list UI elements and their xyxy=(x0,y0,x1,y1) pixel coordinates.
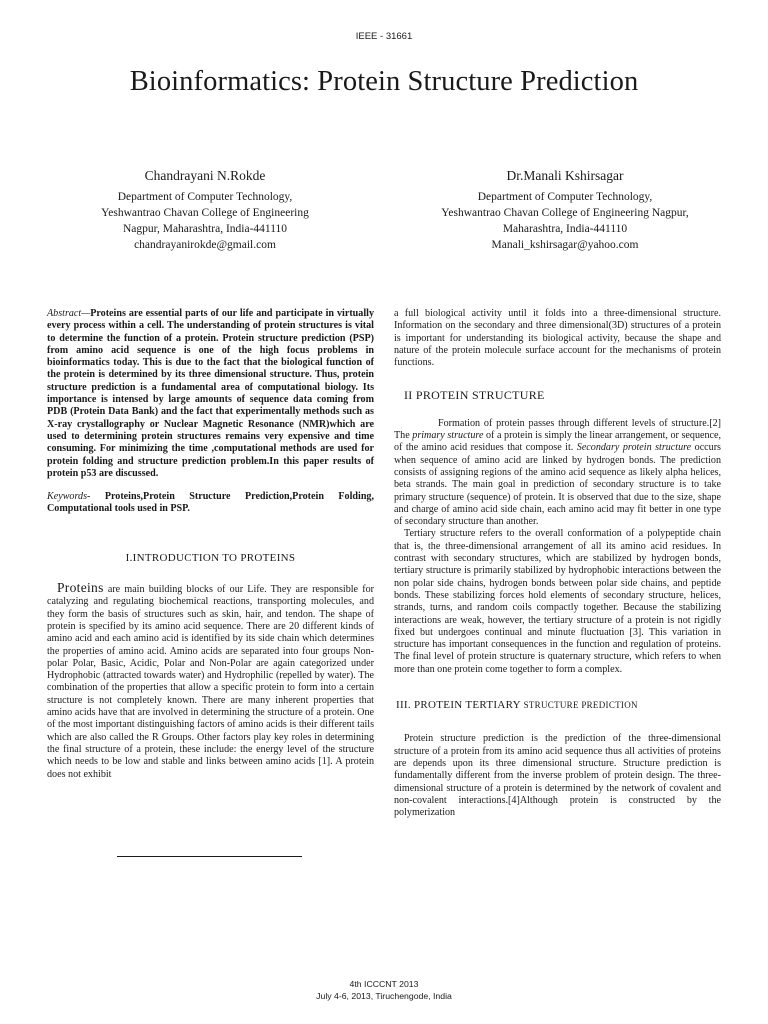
title: Bioinformatics: Protein Structure Prediction xyxy=(129,66,639,97)
footer-conference: 4th ICCCNT 2013 xyxy=(349,979,419,989)
author-email: Manali_kshirsagar@yahoo.com xyxy=(491,239,639,251)
keywords-text: Proteins,Protein Structure Prediction,Protein Folding, Computational tools used in PSP. xyxy=(47,491,374,515)
author-address: Nagpur, Maharashtra, India-441110 xyxy=(122,223,288,235)
heading-small: STRUCTURE PREDICTION xyxy=(523,700,638,711)
right-column xyxy=(394,308,721,819)
keywords xyxy=(47,491,374,516)
structure-p1-c: occurs when sequence of amino acid are linked by hydrogen bonds. The prediction consists of assigning regions of the amino acid sequence as likely alpha helices, beta strands. The main goal in prediction of secondary structure is to take primary structure (sequence) of protein. It is observed that due to the size, shape and charge of amino acid side chain, each amino acid may fit better in one type of secondary structure than another. xyxy=(394,442,721,528)
intro-text: are main building blocks of our Life. They are responsible for catalyzing and regulating biochemical reactions, transporting molecules, and they form the basis of structures such as skin, hair, and tendon. The shape of protein is specified by its amino acid sequence. There are 20 different kinds of amino acid and each amino acid is identified by its side chain which determines the properties of amino acid. Amino acids are separated into four groups Non- polar Polar, Basic, Acidic, Polar and Non-Polar are again categorized under Hydrophobic (attracted towards water) and Hydrophilic (repelled by water). The combination of the properties that allow a specific protein to form into a certain structure is not completely known. There are many inherent properties that amino acids have that are involved in determining the structure of a protein. One of the most important distinguishing factors of amino acids is their different tails which are also called the R Groups. Other factors play key roles in determining the final structure of a protein, these include: the energy level of the structure which needs to be low and stable and links between amino acids [1]. A protein does not exhibit xyxy=(47,584,374,780)
structure-paragraph-1 xyxy=(394,418,721,529)
section-heading-intro: I.INTRODUCTION TO PROTEINS xyxy=(125,551,296,564)
author-dept: Department of Computer Technology, xyxy=(117,191,293,203)
footer xyxy=(0,979,768,1002)
author-institution: Yeshwantrao Chavan College of Engineering xyxy=(101,207,309,219)
structure-paragraph-2: Tertiary structure refers to the overall conformation of a polypeptide chain that is, the three-dimensional arrangement of all its amino acid residues. In contrast with secondary structures, which are stabilized by hydrogen bonds, tertiary structure is primarily stabilized by hydrophobic interactions between the non polar side chains, hydrogen bonds between polar side chains, and peptide bonds. These stabilizing forces hold elements of secondary structure, helices, strands, turns, and random coils compactly together. Because the stabilizing interactions are weak, however, the tertiary structure of a protein is not rigidly fixed but undergoes continual and minute fluctuation [3]. This variation in structure has important consequences in the function and regulation of proteins. The final level of protein structure is quaternary structure, which refers to when more than one protein come together to form a complex. xyxy=(394,528,721,675)
left-column xyxy=(47,308,374,781)
footer-date-location: July 4-6, 2013, Tiruchengode, India xyxy=(316,990,452,1001)
structure-p1-b: of a protein is simply the linear arrangement, or sequence, of the amino acid residues that compose it. xyxy=(394,430,721,454)
author-address: Maharashtra, India-441110 xyxy=(502,223,628,235)
abstract-lead: Abstract— xyxy=(47,308,91,319)
intro-paragraph xyxy=(47,582,374,781)
primary-structure-term: primary structure xyxy=(412,430,484,442)
structure-p1-a: Formation of protein passes through different levels of structure.[2] The xyxy=(394,417,721,442)
secondary-structure-term: Secondary protein structure xyxy=(576,442,692,454)
continuation-paragraph: a full biological activity until it folds into a three-dimensional structure. Information on the secondary and three dimensional(3D) structures of a protein is important for understanding its biological activity, because the shape and nature of the protein molecule surface account for the mechanisms of protein functions. xyxy=(394,308,721,369)
header-id: IEEE - 31661 xyxy=(355,31,413,42)
abstract xyxy=(47,308,374,480)
heading-main: III. PROTEIN TERTIARY xyxy=(396,699,521,712)
section-heading-prediction xyxy=(394,699,721,711)
author-2 xyxy=(415,168,715,253)
author-email: chandrayanirokde@gmail.com xyxy=(134,239,276,251)
author-institution: Yeshwantrao Chavan College of Engineering Nagpur, xyxy=(441,207,689,219)
footnote-rule xyxy=(117,856,302,857)
section-heading-structure: II PROTEIN STRUCTURE xyxy=(404,388,545,403)
keywords-lead: Keywords- xyxy=(47,491,91,503)
intro-first-word: Proteins xyxy=(57,580,104,596)
prediction-paragraph: Protein structure prediction is the prediction of the three-dimensional structure of a protein from its amino acid sequence thus all activities of proteins are depends upon its three dimensional structure. Structure prediction is fundamentally different from the inverse problem of protein design. The three-dimensional structure of a protein is determined by the network of covalent and non-covalent interactions.[4]Although protein is constructed by the polymerization xyxy=(394,733,721,819)
author-name: Chandrayani N.Rokde xyxy=(144,168,266,183)
author-1 xyxy=(65,168,345,253)
author-dept: Department of Computer Technology, xyxy=(477,191,653,203)
author-name: Dr.Manali Kshirsagar xyxy=(506,168,624,183)
abstract-text: Proteins are essential parts of our life and participate in virtually every process within a cell. The understanding of protein structures is vital to determine the function of a protein. Protein structure prediction (PSP) from amino acid sequence is one of the high focus problems in bioinformatics today. This is due to the fact that the biological function of the protein is determined by its three dimensional structure. Thus, protein structure prediction is a fundamental area of computational biology. Its importance is intensed by large amounts of sequence data coming from PDB (Protein Data Bank) and the fact that experimentally methods such as X-ray crystallography or Nuclear Magnetic Resonance (NMR)which are used to determining protein structures remains very expensive and time consuming. For minimizing the time ,computational methods are used for protein folding and structure prediction problem.In this paper results of protein p53 are discussed. xyxy=(47,308,374,479)
